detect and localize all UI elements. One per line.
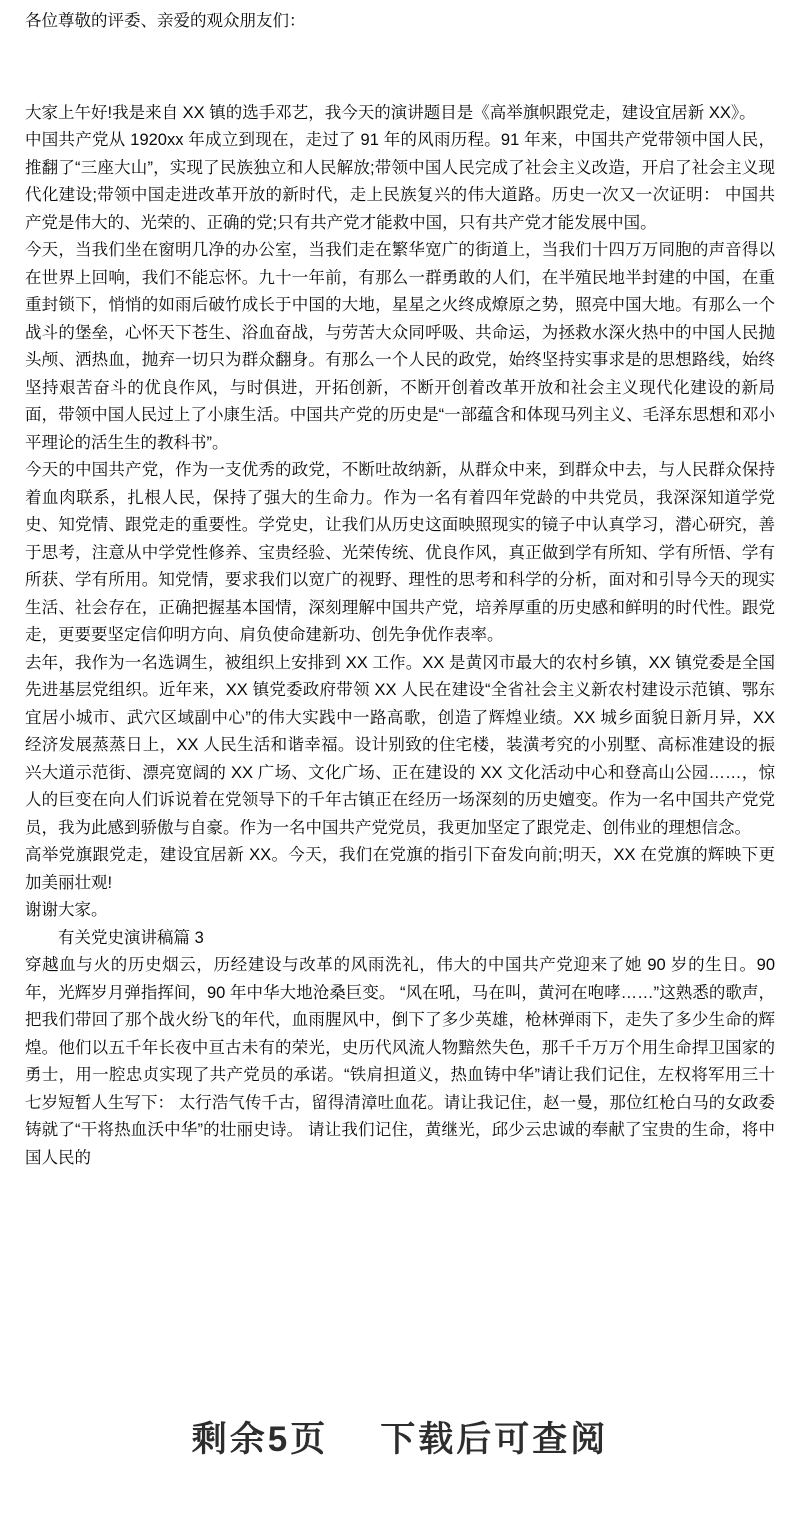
paragraph-continuation: 穿越血与火的历史烟云，历经建设与改革的风雨洗礼，伟大的中国共产党迎来了她 90 岁的生日。90 年，光辉岁月弹指挥间，90 年中华大地沧桑巨变。 “风在吼，马在叫，黄河在咆哮……”这熟悉的歌声，把我们带回了那个战火纷飞的年代，血雨腥风中，倒下了多少英雄，枪林弹雨下，走失了多少生命的辉煌。他们以五千年长夜中亘古未有的荣光，史历代风流人物黯然失色，那千千万万个用生命捍卫国家的勇士，用一腔忠贞实现了共产党员的承诺。“铁肩担道义，热血铸中华”请让我们记住，左权将军用三十七岁短暂人生写下： 太行浩气传千古，留得清漳吐血花。请让我记住，赵一曼，那位红枪白马的女政委铸就了“干将热血沃中华”的壮丽史诗。 请让我们记住，黄继光，邱少云忠诚的奉献了宝贵的生命，将中国人民的 — [25, 956, 775, 1167]
download-hint-label[interactable]: 下载后可查阅 — [380, 1420, 609, 1459]
download-footer[interactable] — [0, 1412, 800, 1462]
salutation: 各位尊敬的评委、亲爱的观众朋友们： — [25, 12, 306, 30]
paragraph-remembrance: 今天，当我们坐在窗明几净的办公室，当我们走在繁华宽广的街道上，当我们十四万万同胞的声音得以在世界上回响，我们不能忘怀。九十一年前，有那么一群勇敢的人们，在半殖民地半封建的中国，在重重封锁下，悄悄的如雨后破竹成长于中国的大地，星星之火终成燎原之势，照亮中国大地。有那么一个战斗的堡垒，心怀天下苍生、浴血奋战，与劳苦大众同呼吸、共命运，为拯救水深火热中的中国人民抛头颅、洒热血，抛弃一切只为群众翻身。有那么一个人民的政党，始终坚持实事求是的思想路线，始终坚持艰苦奋斗的优良作风，与时俱进，开拓创新，不断开创着改革开放和社会主义现代化建设的新局面，带领中国人民过上了小康生活。中国共产党的历史是“一部蕴含和体现马列主义、毛泽东思想和邓小平理论的活生生的教科书”。 — [25, 241, 775, 452]
paragraph-party-history: 中国共产党从 1920xx 年成立到现在，走过了 91 年的风雨历程。91 年来，中国共产党带领中国人民，推翻了“三座大山”，实现了民族独立和人民解放;带领中国人民完成了社会主义改造，开启了社会主义现代化建设;带领中国走进改革开放的新时代，走上民族复兴的伟大道路。历史一次又一次证明： 中国共产党是伟大的、光荣的、正确的党;只有共产党才能救中国，只有共产党才能发展中国。 — [25, 131, 775, 232]
section-title: 有关党史演讲稿篇 3 — [58, 928, 204, 947]
remaining-pages-label: 剩余5页 — [191, 1420, 329, 1459]
paragraph-greeting: 大家上午好!我是来自 XX 镇的选手邓艺，我今天的演讲题目是《高举旗帜跟党走，建设宜居新 XX》。 — [25, 103, 756, 122]
paragraph-thanks: 谢谢大家。 — [25, 901, 108, 919]
paragraph-slogan: 高举党旗跟党走，建设宜居新 XX。今天，我们在党旗的指引下奋发向前;明天，XX 在党旗的辉映下更加美丽壮观! — [25, 846, 775, 892]
paragraph-town-work: 去年，我作为一名选调生，被组织上安排到 XX 工作。XX 是黄冈市最大的农村乡镇，XX 镇党委是全国先进基层党组织。近年来，XX 镇党委政府带领 XX 人民在建设“全省社会主义新农村建设示范镇、鄂东宜居小城市、武穴区域副中心”的伟大实践中一路高歌，创造了辉煌业绩。XX 城乡面貌日新月异，XX 经济发展蒸蒸日上，XX 人民生活和谐幸福。设计别致的住宅楼，装潢考究的小别墅、高标准建设的振兴大道示范街、漂亮宽阔的 XX 广场、文化广场、正在建设的 XX 文化活动中心和登高山公园……，惊人的巨变在向人们诉说着在党领导下的千年古镇正在经历一场深刻的历史嬗变。作为一名中国共产党党员，我为此感到骄傲与自豪。作为一名中国共产党党员，我更加坚定了跟党走、创伟业的理想信念。 — [25, 653, 775, 837]
paragraph-party-today: 今天的中国共产党，作为一支优秀的政党，不断吐故纳新，从群众中来，到群众中去，与人民群众保持着血肉联系，扎根人民，保持了强大的生命力。作为一名有着四年党龄的中共党员，我深深知道学党史、知党情、跟党走的重要性。学党史，让我们从历史这面映照现实的镜子中认真学习，潜心研究，善于思考，注意从中学党性修养、宝贵经验、光荣传统、优良作风，真正做到学有所知、学有所悟、学有所获、学有所用。知党情，要求我们以宽广的视野、理性的思考和科学的分析，面对和引导今天的现实生活、社会存在，正确把握基本国情，深刻理解中国共产党，培养厚重的历史感和鲜明的时代性。跟党走，更要要坚定信仰明方向、肩负使命建新功、创先争优作表率。 — [25, 461, 775, 644]
